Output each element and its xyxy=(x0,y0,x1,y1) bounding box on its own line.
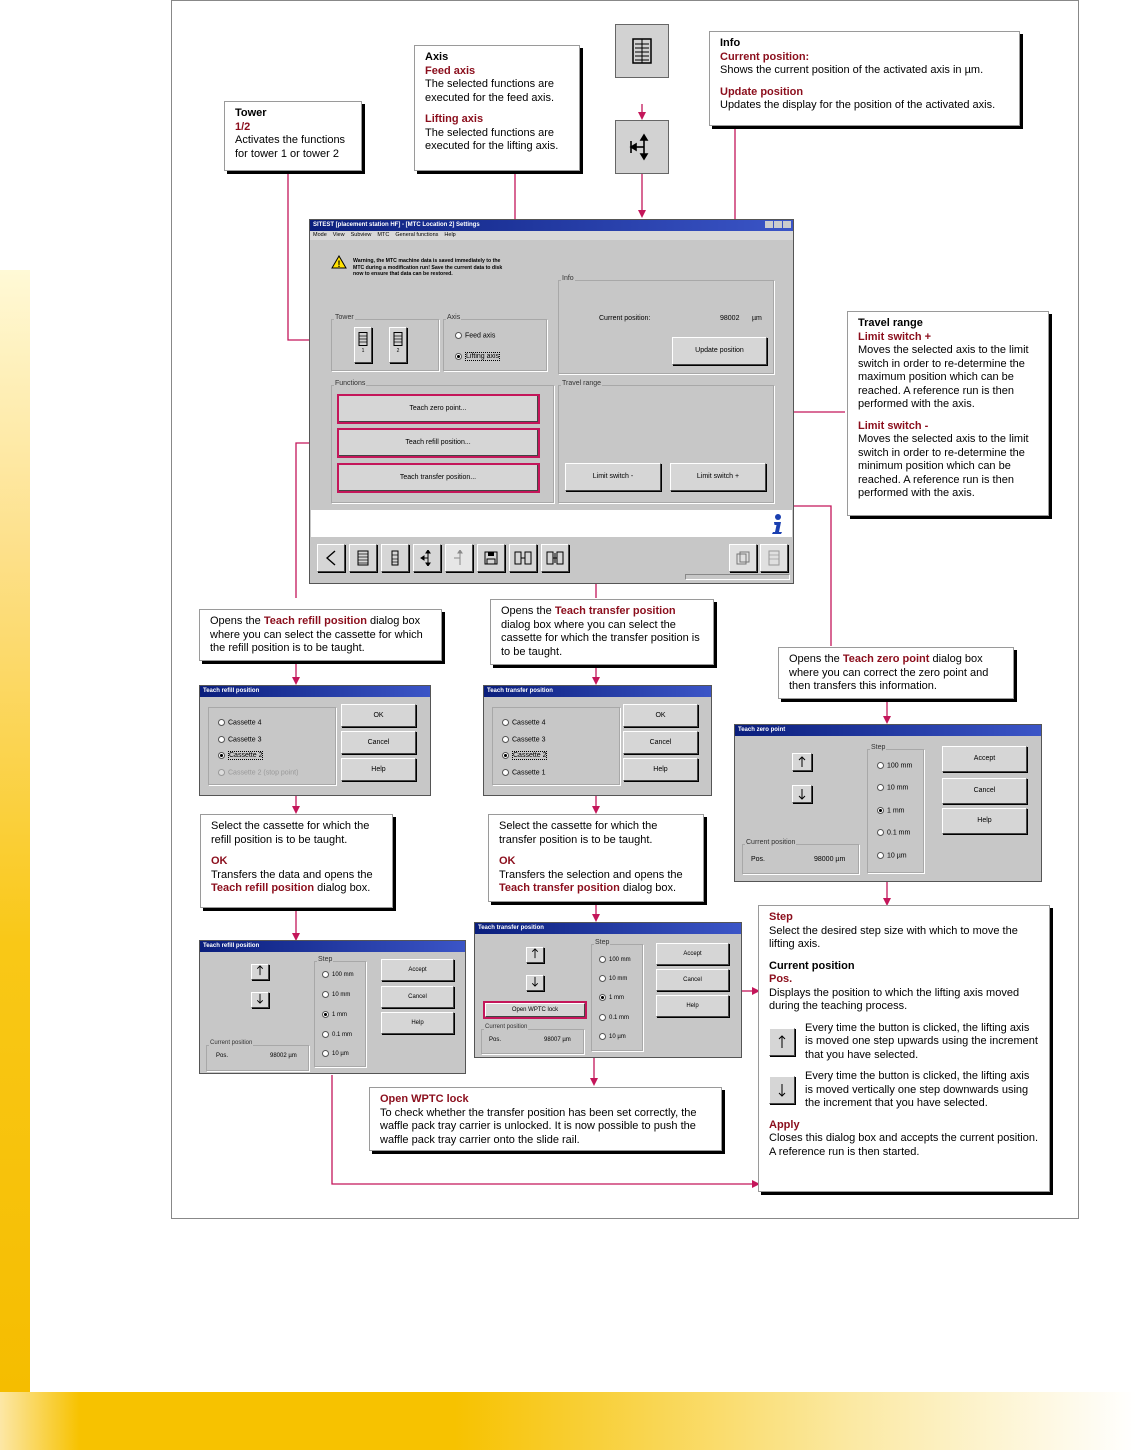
radio-label: 10 µm xyxy=(887,852,907,860)
radio-selected-icon xyxy=(877,807,884,814)
travel-range-group-label: Travel range xyxy=(562,380,602,387)
callout-text: Transfers the data and opens the xyxy=(211,868,373,881)
radio-selected-icon xyxy=(455,353,462,360)
callout-subtitle: 1/2 xyxy=(235,120,251,133)
step-100mm-radio[interactable] xyxy=(877,762,912,769)
step-10um-radio[interactable] xyxy=(599,1033,626,1040)
callout-text: Select the cassette for which the transfer position is to be taught. xyxy=(499,820,658,846)
callout-subtitle: OK xyxy=(499,855,516,867)
cancel-button[interactable]: Cancel xyxy=(942,778,1027,804)
radio-selected-icon xyxy=(502,752,509,759)
radio-icon xyxy=(877,852,884,859)
step-down-icon xyxy=(769,1076,795,1104)
warning-icon xyxy=(331,255,347,269)
maximize-icon[interactable] xyxy=(774,221,782,228)
callout-text: The selected functions are executed for the feed axis. xyxy=(425,78,555,104)
callout-step xyxy=(758,905,1050,1192)
callout-subtitle: Pos. xyxy=(769,973,793,985)
info-i-icon[interactable] xyxy=(768,513,786,535)
help-button[interactable]: Help xyxy=(656,995,729,1017)
step-down-button[interactable] xyxy=(526,975,544,991)
cancel-button[interactable]: Cancel xyxy=(656,969,729,991)
radio-label: 10 mm xyxy=(609,976,628,983)
lifting-axis-radio[interactable] xyxy=(455,353,500,360)
current-position-value: 98002 xyxy=(720,315,740,322)
highlight-teach-zero xyxy=(337,394,540,424)
radio-label: 0.1 mm xyxy=(887,829,911,837)
callout-subtitle: OK xyxy=(211,855,228,867)
cassette-2-radio[interactable] xyxy=(502,752,547,759)
radio-icon xyxy=(322,1050,329,1057)
info-group-label: Info xyxy=(562,275,574,282)
open-wptc-lock-button[interactable]: Open WPTC lock xyxy=(485,1003,585,1017)
pos-value: 98000 µm xyxy=(814,856,846,863)
current-position-unit: µm xyxy=(752,315,762,322)
radio-icon xyxy=(877,829,884,836)
callout-subtitle: Update position xyxy=(720,85,804,98)
dialog-transfer-select xyxy=(483,685,712,796)
toolbar xyxy=(311,538,792,582)
teach-transfer-position-button[interactable]: Teach transfer position... xyxy=(338,464,538,491)
radio-selected-icon xyxy=(599,994,606,1001)
radio-label: Cassette 2 xyxy=(513,752,547,760)
callout-title: Info xyxy=(720,37,741,49)
menu-item[interactable]: Help xyxy=(444,232,456,238)
menu-item[interactable]: View xyxy=(332,232,345,238)
callout-title: Current position xyxy=(769,959,855,972)
tower-group xyxy=(331,319,439,371)
callout-text: Updates the display for the position of the activated axis. xyxy=(720,99,996,111)
cassette-3-radio[interactable] xyxy=(502,736,545,743)
step-group-label: Step xyxy=(318,956,333,963)
radio-label: 10 mm xyxy=(332,992,351,999)
cassette-3-radio[interactable] xyxy=(218,736,261,743)
help-button[interactable]: Help xyxy=(381,1012,454,1034)
step-1mm-radio[interactable] xyxy=(877,807,905,814)
radio-label: 1 mm xyxy=(609,995,624,1002)
radio-label: 100 mm xyxy=(609,957,631,964)
dialog-title: Teach transfer position xyxy=(484,686,711,697)
functions-group-label: Functions xyxy=(335,380,366,387)
back-arrow-button[interactable] xyxy=(317,544,345,572)
tower-1-label: 1 xyxy=(361,348,365,354)
transfer-left-button[interactable] xyxy=(509,544,537,572)
radio-label: 0.1 mm xyxy=(332,1032,353,1039)
callout-text: dialog box. xyxy=(314,882,371,894)
axis-settings-button[interactable] xyxy=(445,544,473,572)
view-toggle-1-button[interactable] xyxy=(729,544,757,572)
callout-text: Opens the xyxy=(210,615,264,627)
save-button[interactable] xyxy=(477,544,505,572)
view-toggle-2-button[interactable] xyxy=(760,544,788,572)
step-10mm-radio[interactable] xyxy=(599,975,627,982)
cancel-button[interactable]: Cancel xyxy=(623,731,698,754)
callout-subtitle: Open WPTC lock xyxy=(380,1093,469,1105)
radio-icon xyxy=(599,1014,606,1021)
help-button[interactable]: Help xyxy=(623,758,698,781)
axis-button[interactable] xyxy=(413,544,441,572)
step-10mm-radio[interactable] xyxy=(877,784,908,791)
feed-axis-label: Feed axis xyxy=(465,332,496,340)
radio-icon xyxy=(322,991,329,998)
radio-label: 1 mm xyxy=(332,1012,347,1019)
radio-label: Cassette 2 (stop point) xyxy=(228,769,299,777)
help-button[interactable]: Help xyxy=(942,808,1027,834)
current-position-label: Current position xyxy=(210,1040,253,1046)
callout-bold: Teach transfer position xyxy=(499,882,620,894)
dialog-refill-teach xyxy=(199,940,466,1074)
radio-icon xyxy=(877,762,884,769)
callout-title: Travel range xyxy=(858,317,923,329)
callout-text: Opens the xyxy=(501,605,555,617)
menu-item[interactable]: MTC xyxy=(377,232,390,238)
tower-view-icon xyxy=(615,24,669,78)
radio-selected-icon xyxy=(218,752,225,759)
step-group-label: Step xyxy=(595,939,610,946)
warning-text: Warning, the MTC machine data is saved immediately to the MTC during a modification run! Save the current data to disk now to ensure that data can be restored. xyxy=(353,258,503,277)
radio-label: 100 mm xyxy=(887,762,913,770)
highlight-teach-transfer xyxy=(337,463,540,493)
callout-text: Displays the position to which the lifting axis moved during the teaching process. xyxy=(769,986,1020,1012)
step-down-button[interactable] xyxy=(792,785,812,803)
radio-label: 0.1 mm xyxy=(609,1015,630,1022)
step-up-button[interactable] xyxy=(792,753,812,771)
cancel-button[interactable]: Cancel xyxy=(381,986,454,1008)
callout-text: Shows the current position of the activated axis in µm. xyxy=(720,64,984,76)
menu-item[interactable]: Mode xyxy=(313,232,327,238)
dialog-refill-select xyxy=(199,685,431,796)
radio-label: Cassette 4 xyxy=(512,719,546,727)
status-field xyxy=(685,574,790,580)
ok-button[interactable]: OK xyxy=(341,704,416,727)
pos-value: 98002 µm xyxy=(270,1053,297,1059)
callout-text xyxy=(211,869,382,896)
radio-label: Cassette 1 xyxy=(512,769,546,777)
step-100mm-radio[interactable] xyxy=(599,956,631,963)
pos-value: 98007 µm xyxy=(544,1037,571,1043)
radio-label: Cassette 2 xyxy=(229,752,263,760)
callout-axis xyxy=(414,45,580,171)
highlight-open-wptc xyxy=(483,1001,587,1019)
pos-label: Pos. xyxy=(489,1037,502,1043)
callout-text: Select the desired step size with which to move the lifting axis. xyxy=(769,924,1018,950)
current-position-label: Current position xyxy=(485,1024,528,1030)
callout-text: dialog box. xyxy=(619,882,677,894)
callout-text: dialog box where you can select the cassette for which the transfer position is to be taught. xyxy=(501,618,700,658)
radio-icon xyxy=(502,736,509,743)
step-1mm-radio[interactable] xyxy=(322,1011,347,1018)
callout-text: Closes this dialog box and accepts the current position. A reference run is then started. xyxy=(769,1132,1039,1158)
step-up-icon xyxy=(769,1028,795,1056)
radio-icon xyxy=(599,975,606,982)
callout-subtitle: Limit switch + xyxy=(858,330,932,343)
update-position-button[interactable]: Update position xyxy=(672,337,767,365)
minimize-icon[interactable] xyxy=(765,221,773,228)
step-1mm-radio[interactable] xyxy=(599,994,624,1001)
help-button[interactable]: Help xyxy=(341,758,416,781)
callout-title: Axis xyxy=(425,51,449,63)
radio-label: 10 µm xyxy=(609,1034,626,1041)
pos-label: Pos. xyxy=(751,856,766,863)
tower-view-button[interactable] xyxy=(349,544,377,572)
window-title-bar xyxy=(310,220,793,231)
radio-icon xyxy=(218,769,225,776)
step-0-1mm-radio[interactable] xyxy=(322,1031,352,1038)
callout-bold: Teach refill position xyxy=(211,882,315,894)
step-10um-radio[interactable] xyxy=(322,1050,349,1057)
close-icon[interactable] xyxy=(783,221,791,228)
step-10mm-radio[interactable] xyxy=(322,991,350,998)
callout-refill-select xyxy=(200,814,393,908)
step-down-button[interactable] xyxy=(251,992,269,1008)
radio-icon xyxy=(218,719,225,726)
ok-button[interactable]: OK xyxy=(623,704,698,727)
radio-label: Cassette 4 xyxy=(228,719,262,727)
cassette-1-radio[interactable] xyxy=(502,769,545,776)
callout-open-wptc-lock xyxy=(369,1087,722,1151)
callout-text: Moves the selected axis to the limit switch in order to re-determine the minimum position which can be reached. A reference run is then performed with the axis. xyxy=(858,433,1029,499)
callout-subtitle: Lifting axis xyxy=(425,113,484,125)
radio-selected-icon xyxy=(322,1011,329,1018)
dialog-transfer-teach xyxy=(474,922,742,1058)
callout-text: Transfers the selection and opens the xyxy=(499,868,683,881)
axis-view-icon xyxy=(615,120,669,174)
limit-switch-plus-button[interactable]: Limit switch + xyxy=(670,463,766,491)
cassette-2-radio[interactable] xyxy=(218,752,263,759)
dialog-title: Teach refill position xyxy=(200,686,430,697)
callout-transfer-select xyxy=(488,814,704,902)
radio-label: 100 mm xyxy=(332,972,354,979)
step-0-1mm-radio[interactable] xyxy=(599,1014,629,1021)
cassette-stop-radio xyxy=(218,769,298,776)
accept-button[interactable]: Accept xyxy=(381,959,454,981)
svg-text:!: ! xyxy=(337,259,341,269)
menu-bar xyxy=(310,231,793,240)
white-strip xyxy=(311,510,792,537)
feed-axis-radio[interactable] xyxy=(455,332,495,339)
step-10um-radio[interactable] xyxy=(877,852,907,859)
callout-text: Select the cassette for which the refill position is to be taught. xyxy=(211,820,370,846)
step-up-button[interactable] xyxy=(251,964,269,980)
callout-text: dialog box where you can correct the zero point and then transfers this information. xyxy=(789,653,989,692)
cassette-4-radio[interactable] xyxy=(218,719,261,726)
tower-group-label: Tower xyxy=(335,314,354,321)
lifting-axis-label: Lifting axis xyxy=(466,353,500,361)
radio-label: Cassette 3 xyxy=(512,736,546,744)
step-0-1mm-radio[interactable] xyxy=(877,829,910,836)
dialog-title: Teach zero point xyxy=(735,725,1041,736)
step-group-label: Step xyxy=(871,744,886,751)
tower-2-label: 2 xyxy=(396,348,400,354)
callout-text: dialog box where you can select the cassette for which the refill position is to be taught. xyxy=(210,615,423,654)
callout-text: To check whether the transfer position has been set correctly, the waffle pack tray carrier is unlocked. It is now possible to push the waffle pack tray carrier onto the slide rail. xyxy=(380,1106,697,1146)
single-tower-button[interactable] xyxy=(381,544,409,572)
teach-refill-position-button[interactable]: Teach refill position... xyxy=(338,429,538,456)
callout-text: Activates the functions for tower 1 or tower 2 xyxy=(235,134,346,160)
cancel-button[interactable]: Cancel xyxy=(341,731,416,754)
callout-subtitle: Current position: xyxy=(720,50,810,63)
radio-label: 10 µm xyxy=(332,1051,349,1058)
dialog-teach-zero xyxy=(734,724,1042,882)
current-position-label: Current position xyxy=(746,839,796,846)
callout-text: Moves the selected axis to the limit switch in order to re-determine the maximum position which can be reached. A reference run is then performed with the axis. xyxy=(858,344,1029,410)
callout-info xyxy=(709,31,1020,126)
callout-teach-refill-open xyxy=(199,609,442,661)
callout-text: Opens the xyxy=(789,653,843,665)
accept-button[interactable]: Accept xyxy=(942,746,1027,772)
callout-bold: Teach refill position xyxy=(263,615,367,627)
callout-tower xyxy=(224,101,362,171)
cassette-4-radio[interactable] xyxy=(502,719,545,726)
highlight-teach-refill xyxy=(337,428,540,458)
callout-title: Tower xyxy=(235,107,267,119)
radio-icon xyxy=(218,736,225,743)
dialog-title: Teach refill position xyxy=(200,941,465,952)
radio-label: 10 mm xyxy=(887,784,909,792)
radio-icon xyxy=(322,1031,329,1038)
menu-item[interactable]: Subview xyxy=(350,232,372,238)
pos-label: Pos. xyxy=(216,1053,229,1059)
callout-text xyxy=(499,869,693,896)
tower-1-button[interactable] xyxy=(354,327,372,363)
radio-icon xyxy=(599,956,606,963)
callout-teach-zero-open xyxy=(778,647,1014,699)
radio-icon xyxy=(502,719,509,726)
window-title: SITEST [placement station HF] - [MTC Location 2] Settings xyxy=(313,222,480,228)
dialog-title: Teach transfer position xyxy=(475,923,741,934)
main-settings-window xyxy=(309,219,794,584)
callout-text: The selected functions are executed for the lifting axis. xyxy=(425,126,559,152)
menu-item[interactable]: General functions xyxy=(395,232,439,238)
radio-label: Cassette 3 xyxy=(228,736,262,744)
callout-travel-range xyxy=(847,311,1049,516)
callout-teach-transfer-open xyxy=(490,599,714,665)
teach-zero-point-button[interactable]: Teach zero point... xyxy=(338,395,538,422)
callout-subtitle: Apply xyxy=(769,1118,800,1131)
radio-icon xyxy=(322,971,329,978)
radio-icon xyxy=(502,769,509,776)
radio-icon xyxy=(877,784,884,791)
callout-subtitle: Feed axis xyxy=(425,64,476,77)
axis-group-label: Axis xyxy=(447,314,461,321)
step-100mm-radio[interactable] xyxy=(322,971,354,978)
tower-2-button[interactable] xyxy=(389,327,407,363)
callout-subtitle: Step xyxy=(769,911,793,923)
transfer-right-button[interactable] xyxy=(541,544,569,572)
axis-group xyxy=(443,319,547,371)
callout-bold: Teach zero point xyxy=(842,653,930,665)
step-up-button[interactable] xyxy=(526,947,544,963)
limit-switch-minus-button[interactable]: Limit switch - xyxy=(565,463,661,491)
radio-icon xyxy=(599,1033,606,1040)
callout-text: Every time the button is clicked, the lifting axis is moved one step upwards using the increment that you have selected. xyxy=(805,1021,1038,1061)
radio-icon xyxy=(455,332,462,339)
current-position-label: Current position: xyxy=(599,315,651,322)
radio-label: 1 mm xyxy=(887,807,905,815)
callout-text: Every time the button is clicked, the lifting axis is moved vertically one step downwards using the increment that you have selected. xyxy=(805,1070,1030,1109)
callout-bold: Teach transfer position xyxy=(554,605,676,617)
accept-button[interactable]: Accept xyxy=(656,943,729,965)
callout-subtitle: Limit switch - xyxy=(858,419,929,432)
